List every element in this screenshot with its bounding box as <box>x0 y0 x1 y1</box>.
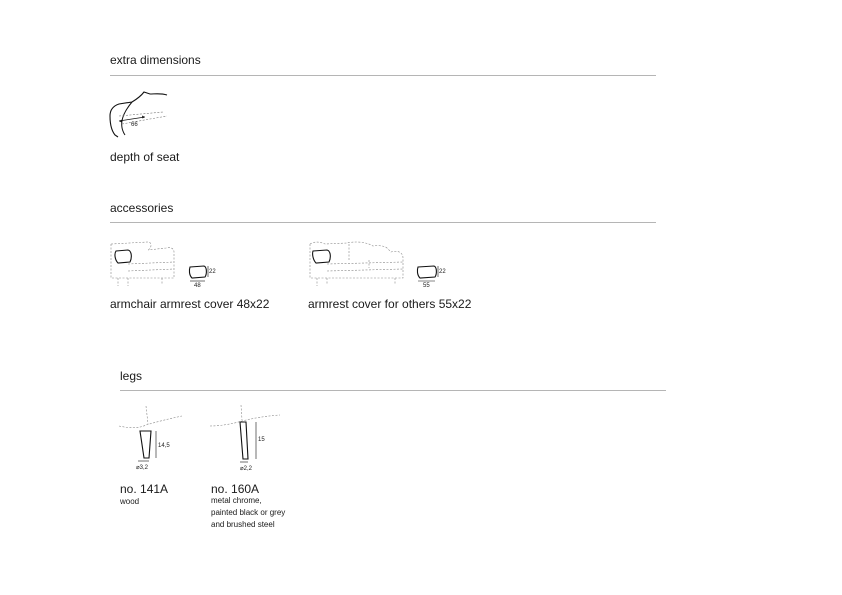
leg-141a-name: no. 141A <box>120 482 169 496</box>
leg-160a-description-line: painted black or grey <box>211 508 286 517</box>
armrest-cover-height: 22 <box>439 269 446 275</box>
leg-141a-description: wood <box>120 497 140 506</box>
section-title-extra-dimensions: extra dimensions <box>110 53 201 67</box>
leg-141a-diameter: ⌀3,2 <box>136 465 148 471</box>
leg-160a-description-line: and brushed steel <box>211 520 275 529</box>
leg-160a-drawing <box>208 404 284 474</box>
depth-of-seat-label: depth of seat <box>110 150 180 164</box>
section-divider <box>110 222 656 223</box>
leg-160a-height: 15 <box>258 437 265 443</box>
armrest-cover-drawing <box>414 262 450 290</box>
section-title-legs: legs <box>120 369 143 383</box>
armrest-cover-width: 55 <box>423 283 430 289</box>
leg-160a-diameter: ⌀2,2 <box>240 466 252 472</box>
leg-160a-name: no. 160A <box>211 482 260 496</box>
armchair-cover-height: 22 <box>209 269 216 275</box>
armrest-cover-others-label: armrest cover for others 55x22 <box>308 297 472 311</box>
leg-141a-height: 14,5 <box>158 443 170 449</box>
sofa-drawing <box>307 238 407 290</box>
armchair-armrest-cover-label: armchair armrest cover 48x22 <box>110 297 270 311</box>
leg-141a-drawing <box>116 404 186 474</box>
leg-160a-description-line: metal chrome, <box>211 496 262 505</box>
armchair-cover-width: 48 <box>194 283 201 289</box>
armchair-drawing <box>108 238 178 290</box>
section-title-accessories: accessories <box>110 201 174 215</box>
leg-160a-description <box>211 495 285 531</box>
seat-depth-value: 66 <box>131 122 138 128</box>
seat-depth-drawing <box>105 88 175 143</box>
armchair-armrest-cover-drawing <box>186 262 220 290</box>
section-divider <box>120 390 666 391</box>
section-divider <box>110 75 656 76</box>
